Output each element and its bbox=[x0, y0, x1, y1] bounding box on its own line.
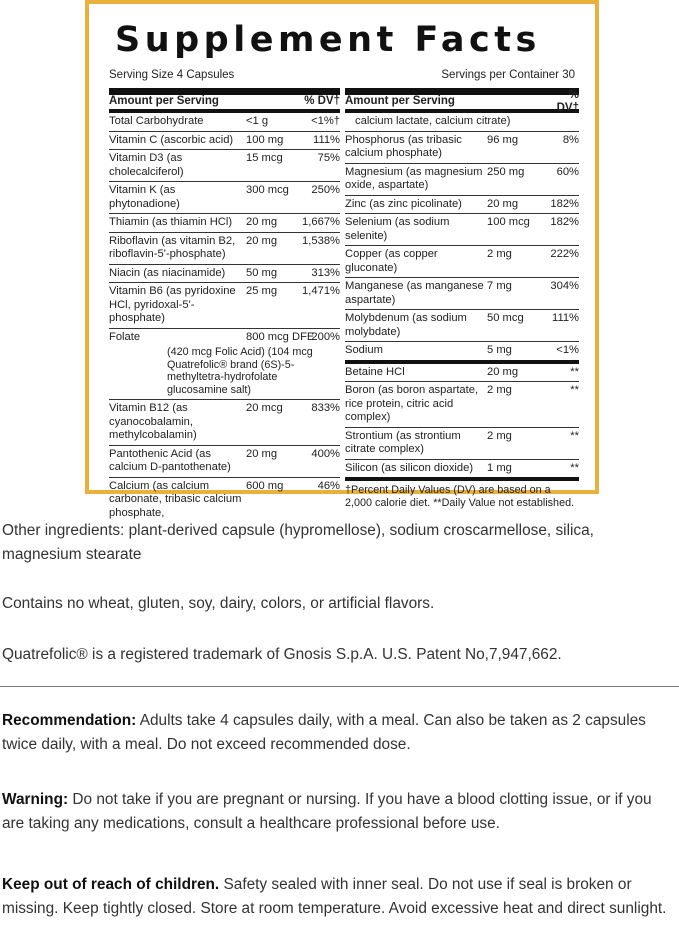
right-header bbox=[345, 88, 579, 114]
nutrient-amount: 20 mg bbox=[246, 234, 278, 247]
storage-instructions: Keep out of reach of children. Safety sealed with inner seal. Do not use if seal is broken or missing. Keep tightly closed. Store at room temperature. Avoid excessive heat and direct sunlight. bbox=[2, 876, 667, 917]
nutrient-name: Thiamin (as thiamin HCl) bbox=[109, 216, 233, 228]
nutrient-name: Vitamin B6 (as pyridoxine HCl, pyridoxal-5'-phosphate) bbox=[109, 285, 236, 324]
nutrient-name: Molybdenum (as sodium molybdate) bbox=[345, 312, 467, 338]
nutrient-amount: 50 mg bbox=[246, 266, 278, 279]
nutrient-name: Vitamin K (as phytonadione) bbox=[109, 184, 180, 210]
nutrient-dv: 8% bbox=[562, 133, 579, 146]
nutrient-dv: 75% bbox=[317, 152, 340, 164]
nutrient-name: Boron (as boron aspartate, rice protein, citric acid complex) bbox=[345, 384, 479, 423]
nutrient-name: Riboflavin (as vitamin B2, riboflavin-5'-phosphate) bbox=[109, 234, 236, 260]
left-header bbox=[109, 95, 340, 113]
nutrient-amount: 7 mg bbox=[487, 280, 512, 292]
nutrient-dv: 182% bbox=[550, 216, 579, 228]
nutrient-row bbox=[345, 382, 579, 428]
nutrient-amount: 50 mcg bbox=[487, 312, 524, 324]
nutrient-amount: 100 mcg bbox=[487, 216, 530, 228]
nutrient-row bbox=[345, 428, 579, 460]
nutrient-row bbox=[345, 342, 579, 364]
nutrient-amount: 2 mg bbox=[487, 384, 512, 396]
header-amount: Amount per Serving bbox=[109, 95, 219, 108]
nutrient-dv: 1,538% bbox=[302, 234, 340, 247]
nutrient-dv: 111% bbox=[552, 312, 579, 324]
nutrient-amount: 96 mg bbox=[487, 133, 519, 146]
supplement-facts-title: Supplement Facts bbox=[115, 20, 541, 60]
nutrient-name: Folate bbox=[109, 330, 141, 343]
nutrient-dv: ** bbox=[570, 461, 579, 474]
nutrient-amount: 300 mcg bbox=[246, 184, 289, 196]
nutrient-row bbox=[109, 446, 340, 478]
contains-no: Contains no wheat, gluten, soy, dairy, colors, or artificial flavors. bbox=[2, 595, 435, 612]
nutrient-amount: 800 mcg DFE bbox=[246, 330, 315, 343]
recommendation: Recommendation: Adults take 4 capsules daily, with a meal. Can also be taken as 2 capsules twice daily, with a meal. Do not exceed recommended dose. bbox=[2, 712, 646, 753]
nutrient-amount: 100 mg bbox=[246, 133, 284, 146]
nutrient-name: Copper (as copper gluconate) bbox=[345, 248, 438, 274]
nutrient-amount: <1 g bbox=[246, 115, 269, 127]
nutrient-row bbox=[345, 196, 579, 215]
nutrient-name: Calcium (as calcium carbonate, tribasic calcium phosphate, bbox=[109, 479, 242, 519]
servings-per-container: Servings per Container 30 bbox=[441, 69, 575, 81]
nutrient-amount: 20 mg bbox=[487, 197, 519, 210]
nutrient-row bbox=[345, 364, 579, 383]
nutrient-amount: 20 mcg bbox=[246, 402, 283, 414]
nutrient-dv: 60% bbox=[556, 165, 579, 178]
nutrient-dv: 200% bbox=[311, 330, 340, 343]
nutrient-name: Manganese (as manganese aspartate) bbox=[345, 280, 484, 306]
recommendation-label: Recommendation: bbox=[2, 712, 137, 729]
nutrient-name: Total Carbohydrate bbox=[109, 115, 204, 127]
serving-size: Serving Size 4 Capsules bbox=[109, 69, 235, 81]
nutrient-row bbox=[109, 478, 340, 523]
nutrient-name: Magnesium (as magnesium oxide, aspartate) bbox=[345, 165, 483, 191]
nutrient-name: Vitamin C (ascorbic acid) bbox=[109, 133, 234, 146]
nutrient-row bbox=[109, 182, 340, 214]
nutrient-amount: 250 mg bbox=[487, 165, 525, 178]
nutrient-amount: 600 mg bbox=[246, 479, 284, 492]
folate-note: (420 mcg Folic Acid) (104 mcg Quatrefolic® brand (6S)-5-methyltetra-hydrofolate glucosamine salt) bbox=[109, 346, 340, 400]
warning-label: Warning: bbox=[2, 791, 69, 808]
warning: Warning: Do not take if you are pregnant or nursing. If you have a blood clotting issue, or if you are taking any medications, consult a healthcare professional before use. bbox=[2, 791, 652, 832]
nutrient-row bbox=[109, 150, 340, 182]
nutrient-name: Vitamin D3 (as cholecalciferol) bbox=[109, 152, 184, 178]
nutrient-row bbox=[109, 132, 340, 151]
nutrient-dv: 1,667% bbox=[302, 216, 340, 228]
footnote: †Percent Daily Values (DV) are based on a 2,000 calorie diet. **Daily Value not established. bbox=[345, 484, 575, 509]
nutrient-amount: 25 mg bbox=[246, 285, 278, 297]
nutrient-name: Vitamin B12 (as cyanocobalamin, methylcobalamin) bbox=[109, 402, 197, 441]
nutrient-name: Pantothenic Acid (as calcium D-pantothenate) bbox=[109, 447, 231, 473]
nutrient-name: Selenium (as sodium selenite) bbox=[345, 216, 450, 242]
nutrient-amount: 1 mg bbox=[487, 461, 512, 474]
nutrient-amount: 20 mg bbox=[487, 365, 519, 378]
nutrient-amount: 2 mg bbox=[487, 429, 512, 442]
nutrient-dv: 222% bbox=[550, 248, 579, 260]
trademark-note: Quatrefolic® is a registered trademark of Gnosis S.p.A. U.S. Patent No,7,947,662. bbox=[2, 646, 562, 663]
serving-info bbox=[109, 69, 575, 81]
nutrient-dv: 250% bbox=[311, 184, 340, 196]
nutrient-dv: 1,471% bbox=[302, 285, 340, 297]
nutrient-row bbox=[345, 246, 579, 278]
nutrient-row bbox=[345, 214, 579, 246]
facts-left-column bbox=[109, 88, 340, 522]
facts-right-column bbox=[345, 88, 579, 510]
nutrient-amount: 5 mg bbox=[487, 344, 512, 356]
nutrient-row bbox=[109, 400, 340, 446]
nutrient-dv: 313% bbox=[311, 266, 340, 279]
nutrient-dv: 400% bbox=[311, 447, 340, 460]
nutrient-dv: <1%† bbox=[311, 115, 340, 127]
header-dv: % DV† bbox=[304, 95, 340, 108]
nutrient-name: Betaine HCl bbox=[345, 365, 405, 378]
header-amount: Amount per Serving bbox=[345, 95, 455, 108]
nutrient-dv: 182% bbox=[550, 197, 579, 210]
nutrient-row bbox=[345, 310, 579, 342]
nutrient-amount: 15 mcg bbox=[246, 152, 283, 164]
nutrient-name: Phosphorus (as tribasic calcium phosphate) bbox=[345, 133, 462, 159]
divider bbox=[0, 686, 679, 687]
nutrient-row bbox=[345, 460, 579, 482]
calcium-continuation: calcium lactate, calcium citrate) bbox=[345, 113, 579, 132]
nutrient-amount: 20 mg bbox=[246, 447, 278, 460]
nutrient-name: Strontium (as strontium citrate complex) bbox=[345, 429, 461, 455]
supplement-facts-panel bbox=[85, 0, 599, 519]
nutrient-name: Silicon (as silicon dioxide) bbox=[345, 461, 474, 474]
nutrient-name: Zinc (as zinc picolinate) bbox=[345, 197, 462, 210]
nutrient-dv: <1% bbox=[556, 344, 579, 356]
nutrient-dv: 304% bbox=[550, 280, 579, 292]
keep-away-label: Keep out of reach of children. bbox=[2, 876, 220, 893]
nutrient-dv: ** bbox=[570, 429, 579, 442]
nutrient-dv: 111% bbox=[313, 133, 340, 146]
nutrient-amount: 20 mg bbox=[246, 216, 278, 228]
nutrient-row bbox=[109, 283, 340, 329]
header-dv: % DV† bbox=[556, 88, 579, 114]
nutrient-row bbox=[345, 164, 579, 196]
nutrient-row bbox=[109, 233, 340, 265]
nutrient-row bbox=[109, 113, 340, 132]
nutrient-amount: 2 mg bbox=[487, 248, 512, 260]
nutrient-dv: ** bbox=[570, 384, 579, 396]
nutrient-row bbox=[345, 278, 579, 310]
nutrient-row bbox=[109, 329, 340, 347]
other-ingredients: Other ingredients: plant-derived capsule (hypromellose), sodium croscarmellose, silica, magnesium stearate bbox=[2, 522, 594, 563]
nutrient-row bbox=[109, 214, 340, 233]
nutrient-row bbox=[345, 132, 579, 164]
nutrient-dv: 833% bbox=[311, 402, 340, 414]
nutrient-name: Sodium bbox=[345, 344, 383, 356]
nutrient-dv: ** bbox=[570, 365, 579, 378]
nutrient-row bbox=[109, 265, 340, 284]
nutrient-name: Niacin (as niacinamide) bbox=[109, 266, 226, 279]
nutrient-dv: 46% bbox=[317, 479, 340, 492]
